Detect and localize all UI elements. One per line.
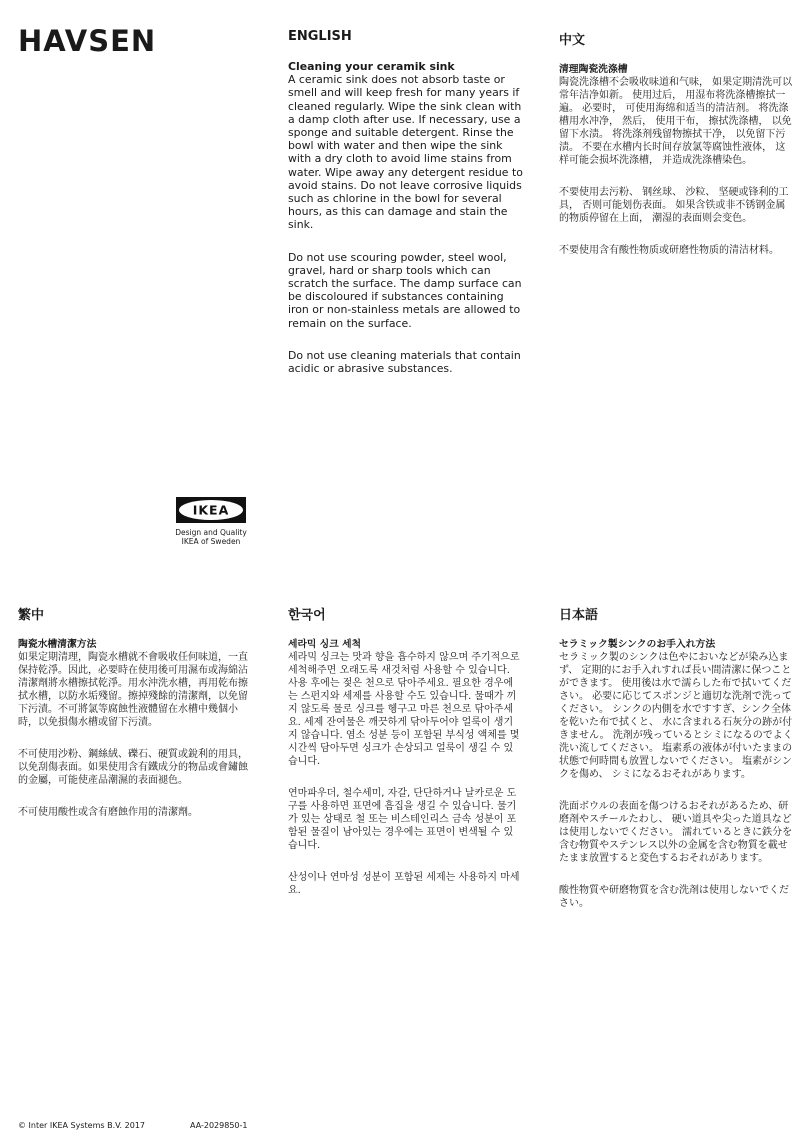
- footer-code: AA-2029850-1: [190, 1121, 248, 1130]
- korean-paragraph-1: 세라믹 싱크는 맛과 향을 흡수하지 않으며 주기적으로 세척해주면 오래도록 새것처럼 사용할 수 있습니다. 사용 후에는 젖은 천으로 닦아주세요. 필요한 경우에는 스펀지와 세제를 사용할 수도 있습니다. 물때가 끼지 않도록 물로 싱크를 헹구고 마른 천으로 닦아주세요. 세제 잔여물은 깨끗하게 닦아두어야 얼룩이 생기지 않습니다. 염소 성분 등이 포함된 부식성 액체를 몇 시간씩 담아두면 싱크가 손상되고 얼룩이 생길 수 있습니다.: [288, 652, 520, 767]
- ikea-logo-caption: [173, 528, 249, 546]
- japanese-heading: セラミック製シンクのお手入れ方法: [559, 639, 716, 650]
- zh-cn-paragraph-3: 不要使用含有酸性物质或研磨性物质的清洁材料。: [559, 245, 779, 256]
- english-lang-heading: ENGLISH: [288, 29, 352, 44]
- zh-tw-heading: 陶瓷水槽清潔方法: [18, 639, 97, 650]
- zh-tw-section: [18, 604, 252, 838]
- zh-tw-lang-heading: 繁中: [18, 608, 45, 623]
- zh-cn-paragraph-2: 不要使用去污粉、 钢丝球、 沙粒、 坚硬或锋利的工具， 否则可能划伤表面。 如果含铁或非不锈钢金属的物质停留在上面， 潮湿的表面则会变色。: [559, 187, 789, 224]
- logo-caption-line1: Design and Quality: [175, 528, 247, 537]
- footer-copyright: © Inter IKEA Systems B.V. 2017: [18, 1121, 145, 1130]
- zh-cn-section: [559, 29, 793, 276]
- japanese-paragraph-3: 酸性物質や研磨物質を含む洗剤は使用しないでください。: [559, 885, 789, 909]
- zh-tw-paragraph-3: 不可使用酸性或含有磨蝕作用的清潔劑。: [18, 807, 198, 818]
- japanese-lang-heading: 日本語: [559, 608, 599, 623]
- ikea-logo-block: [173, 497, 249, 546]
- english-heading: Cleaning your ceramik sink: [288, 60, 455, 73]
- zh-cn-lang-heading: 中文: [559, 33, 586, 48]
- english-section: [288, 29, 524, 394]
- korean-paragraph-3: 산성이나 연마성 성분이 포함된 세제는 사용하지 마세요.: [288, 872, 520, 896]
- ikea-logo: [176, 497, 246, 523]
- japanese-paragraph-1: セラミック製のシンクは色やにおいなどが染み込まず、 定期的にお手入れすれば長い間清潔に保つことができます。 使用後は水で濡らした布で拭いてください。 必要に応じてスポンジと適切な洗剤で洗ってください。 シンクの内側を水ですすぎ、シンク全体を乾いた布で拭くと、 水に含まれる石灰分の跡が付きません。 洗剤が残っているとシミになるのでよく洗い流してください。 塩素系の液体が付いたままの状態で何時間も放置しないでください。 塩素がシンクを傷め、 シミになるおそれがあります。: [559, 652, 793, 780]
- brand-title: HAVSEN: [18, 24, 157, 58]
- english-paragraph-2: Do not use scouring powder, steel wool, gravel, hard or sharp tools which can scratch the surface. The damp surface can be discoloured if substances containing iron or non-stainless metals are allowed to remain on the surface.: [288, 250, 522, 330]
- japanese-paragraph-2: 洗面ボウルの表面を傷つけるおそれがあるため、研磨剤やスチールたわし、 硬い道具や尖った道具などは使用しないでください。 濡れているときに鉄分を含む物質やステンレス以外の金属を含む物質を載せたまま放置すると変色するおそれがあります。: [559, 801, 793, 864]
- korean-heading: 세라믹 싱크 세척: [288, 639, 362, 650]
- english-paragraph-3: Do not use cleaning materials that contain acidic or abrasive substances.: [288, 348, 521, 376]
- zh-tw-paragraph-1: 如果定期清理，陶瓷水槽就不會吸收任何味道，一直保持乾淨。因此，必要時在使用後可用濕布或海綿沾清潔劑將水槽擦拭乾淨。用水沖洗水槽，再用乾布擦拭水槽，以防水垢殘留。擦掉殘餘的清潔劑，以免留下污漬。不可將氯等腐蝕性液體留在水槽中幾個小時，以免損傷水槽或留下污漬。: [18, 652, 248, 728]
- ikea-logo-text: IKEA: [192, 502, 230, 518]
- zh-cn-paragraph-1: 陶瓷洗涤槽不会吸收味道和气味， 如果定期清洗可以常年洁净如新。 使用过后， 用湿布将洗涤槽擦拭一遍。 必要时， 可使用海绵和适当的清洁剂。 将洗涤槽用水冲净， 然后， 使用干布， 擦拭洗涤槽， 以免留下水渍。 将洗涤剂残留物擦拭干净， 以免留下污渍。 不要在水槽内长时间存放氯等腐蚀性液体， 这样可能会损坏洗涤槽， 并造成洗涤槽染色。: [559, 77, 793, 166]
- english-paragraph-1: A ceramic sink does not absorb taste or smell and will keep fresh for many years if cleaned regularly. Wipe the sink clean with a damp cloth after use. If necessary, use a sponge and suitable detergent. Rinse the bowl with water and then wipe the sink with a dry cloth to avoid lime stains from water. Wipe away any detergent residue to avoid stains. Do not leave corrosive liquids such as chlorine in the bowl for several hours, as this can damage and stain the sink.: [288, 73, 523, 232]
- korean-paragraph-2: 연마파우더, 철수세미, 자갈, 단단하거나 날카로운 도구를 사용하면 표면에 흠집을 생길 수 있습니다. 물기가 있는 상태로 철 또는 비스테인리스 금속 성분이 포함된 물질이 남아있는 경우에는 표면이 변색될 수 있습니다.: [288, 788, 517, 851]
- zh-tw-paragraph-2: 不可使用沙粉、鋼絲絨、礫石、硬質或銳利的用具，以免刮傷表面。如果使用含有鐵成分的物品或會鏽蝕的金屬，可能使產品潮濕的表面褪色。: [18, 749, 248, 786]
- korean-section: [288, 604, 522, 916]
- korean-lang-heading: 한국어: [288, 608, 326, 623]
- zh-cn-heading: 清理陶瓷洗涤槽: [559, 64, 628, 75]
- logo-caption-line2: IKEA of Sweden: [181, 537, 241, 546]
- japanese-section: [559, 604, 793, 929]
